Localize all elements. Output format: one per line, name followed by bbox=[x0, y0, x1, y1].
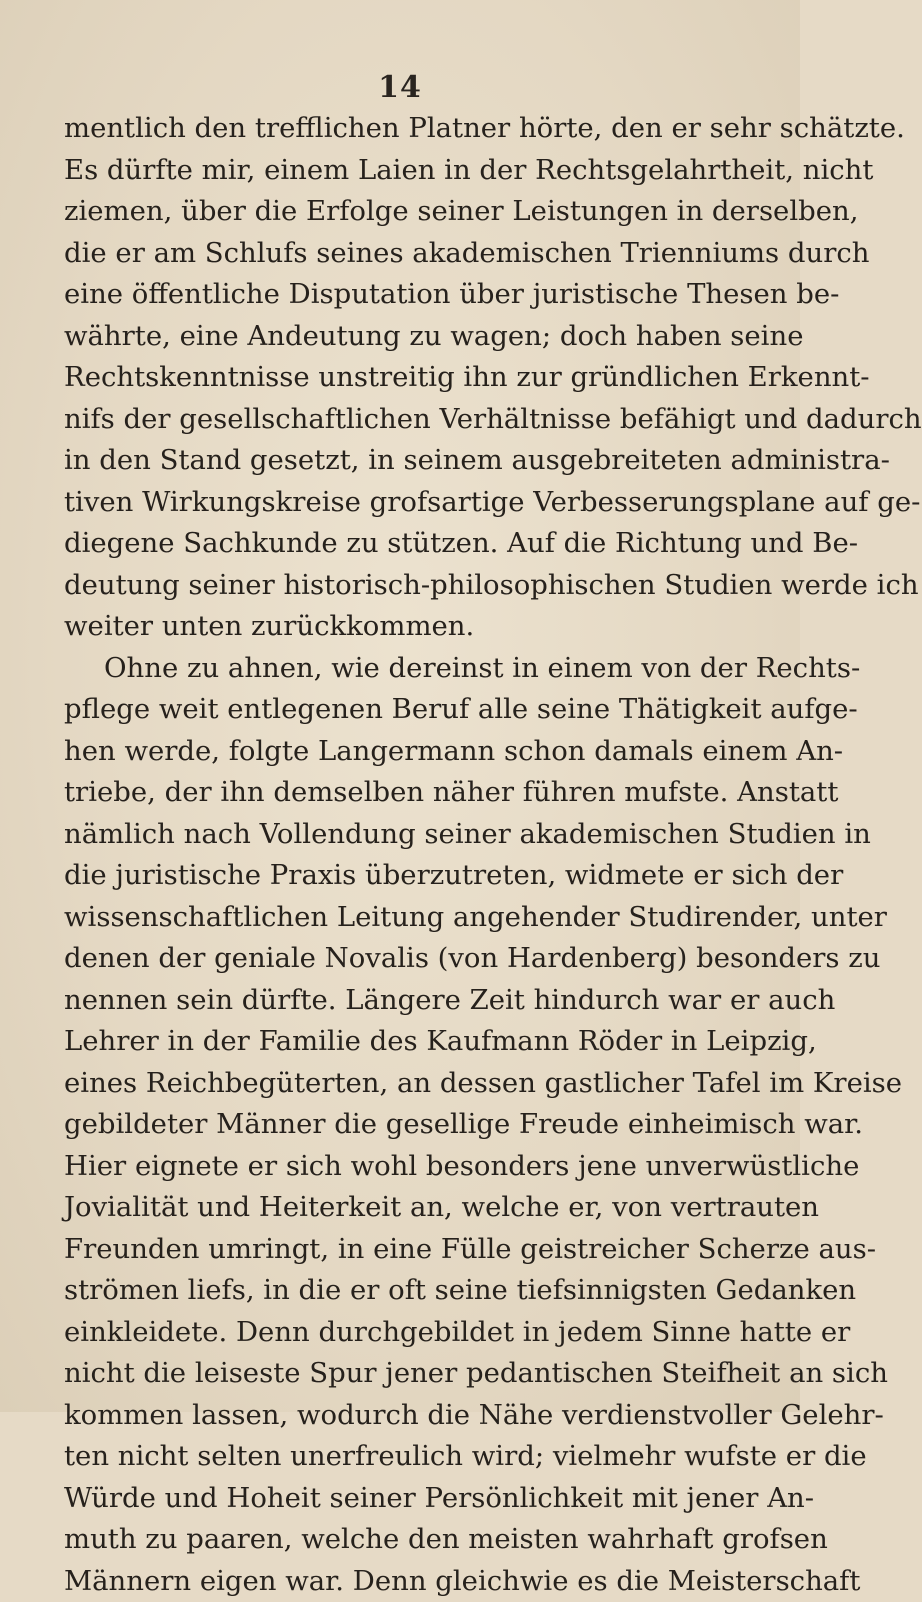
text-line: die juristische Praxis überzutreten, widmete er sich der bbox=[64, 855, 778, 897]
text-line: denen der geniale Novalis (von Hardenberg) besonders zu bbox=[64, 938, 778, 980]
text-line: weiter unten zurückkommen. bbox=[64, 606, 778, 648]
text-line: nämlich nach Vollendung seiner akademischen Studien in bbox=[64, 814, 778, 856]
text-line: in den Stand gesetzt, in seinem ausgebreiteten administra- bbox=[64, 440, 778, 482]
text-line: nifs der gesellschaftlichen Verhältnisse befähigt und dadurch bbox=[64, 399, 778, 441]
text-line: eines Reichbegüterten, an dessen gastlicher Tafel im Kreise bbox=[64, 1063, 778, 1105]
text-line: Würde und Hoheit seiner Persönlichkeit mit jener An- bbox=[64, 1478, 778, 1520]
text-line: einkleidete. Denn durchgebildet in jedem Sinne hatte er bbox=[64, 1312, 778, 1354]
text-line: ziemen, über die Erfolge seiner Leistungen in derselben, bbox=[64, 191, 778, 233]
body-text bbox=[64, 108, 778, 1602]
text-line: Lehrer in der Familie des Kaufmann Röder in Leipzig, bbox=[64, 1021, 778, 1063]
text-line: Rechtskenntnisse unstreitig ihn zur gründlichen Erkennt- bbox=[64, 357, 778, 399]
text-line: nicht die leiseste Spur jener pedantischen Steifheit an sich bbox=[64, 1353, 778, 1395]
text-line: Männern eigen war. Denn gleichwie es die Meisterschaft bbox=[64, 1561, 778, 1602]
text-line: mentlich den trefflichen Platner hörte, den er sehr schätzte. bbox=[64, 108, 778, 150]
text-line: gebildeter Männer die gesellige Freude einheimisch war. bbox=[64, 1104, 778, 1146]
text-line: Es dürfte mir, einem Laien in der Rechtsgelahrtheit, nicht bbox=[64, 150, 778, 192]
text-line: Freunden umringt, in eine Fülle geistreicher Scherze aus- bbox=[64, 1229, 778, 1271]
text-line: eine öffentliche Disputation über juristische Thesen be- bbox=[64, 274, 778, 316]
text-line: strömen liefs, in die er oft seine tiefsinnigsten Gedanken bbox=[64, 1270, 778, 1312]
text-line: deutung seiner historisch-philosophischen Studien werde ich bbox=[64, 565, 778, 607]
text-line: pflege weit entlegenen Beruf alle seine Thätigkeit aufge- bbox=[64, 689, 778, 731]
text-line: muth zu paaren, welche den meisten wahrhaft grofsen bbox=[64, 1519, 778, 1561]
text-line: triebe, der ihn demselben näher führen mufste. Anstatt bbox=[64, 772, 778, 814]
text-line: diegene Sachkunde zu stützen. Auf die Richtung und Be- bbox=[64, 523, 778, 565]
text-line: wissenschaftlichen Leitung angehender Studirender, unter bbox=[64, 897, 778, 939]
text-line: ten nicht selten unerfreulich wird; vielmehr wufste er die bbox=[64, 1436, 778, 1478]
text-line: Hier eignete er sich wohl besonders jene unverwüstliche bbox=[64, 1146, 778, 1188]
text-line: tiven Wirkungskreise grofsartige Verbesserungsplane auf ge- bbox=[64, 482, 778, 524]
text-line: Jovialität und Heiterkeit an, welche er, von vertrauten bbox=[64, 1187, 778, 1229]
page-number: 14 bbox=[0, 70, 800, 105]
text-line: nennen sein dürfte. Längere Zeit hindurch war er auch bbox=[64, 980, 778, 1022]
text-line: Ohne zu ahnen, wie dereinst in einem von der Rechts- bbox=[64, 648, 778, 690]
text-line: die er am Schlufs seines akademischen Trienniums durch bbox=[64, 233, 778, 275]
text-line: kommen lassen, wodurch die Nähe verdienstvoller Gelehr- bbox=[64, 1395, 778, 1437]
text-line: hen werde, folgte Langermann schon damals einem An- bbox=[64, 731, 778, 773]
text-line: währte, eine Andeutung zu wagen; doch haben seine bbox=[64, 316, 778, 358]
